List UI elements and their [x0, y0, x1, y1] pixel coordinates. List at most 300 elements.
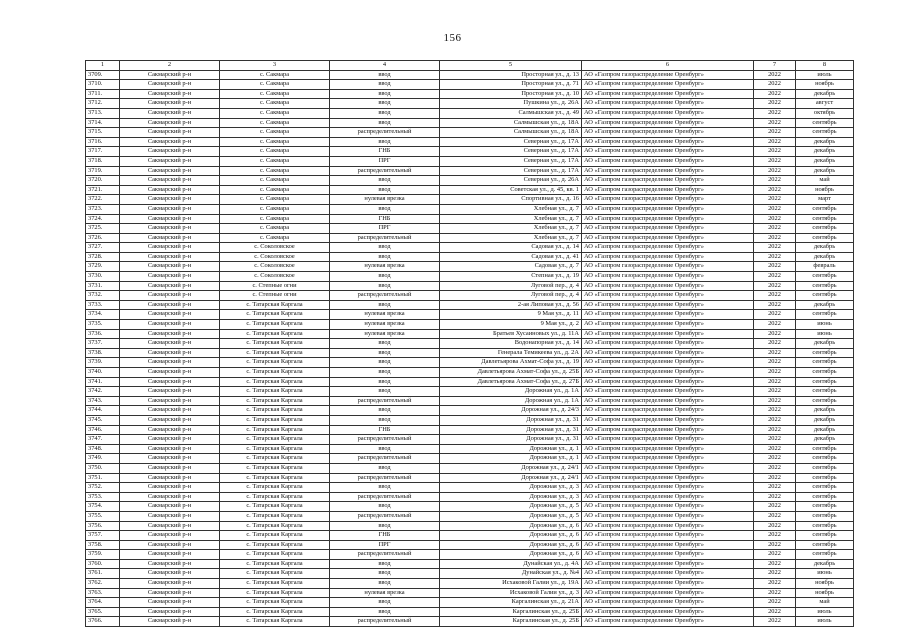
cell-object-type: распределительный [330, 233, 440, 243]
cell-row-number: 3710. [86, 80, 120, 90]
cell-address: Генерала Темикеева ул., д. 2А [440, 348, 582, 358]
cell-year: 2022 [754, 214, 796, 224]
cell-year: 2022 [754, 454, 796, 464]
cell-address: Просторная ул., д. 71 [440, 80, 582, 90]
cell-object-type: распределительный [330, 396, 440, 406]
cell-organization: АО «Газпром газораспределение Оренбург» [582, 89, 754, 99]
cell-year: 2022 [754, 387, 796, 397]
cell-month: сентябрь [796, 454, 854, 464]
cell-month: сентябрь [796, 377, 854, 387]
cell-district: Сакмарский р-н [120, 195, 220, 205]
cell-row-number: 3749. [86, 454, 120, 464]
cell-address: Дорожная ул., д. 5 [440, 502, 582, 512]
cell-settlement: с. Татарская Каргала [220, 588, 330, 598]
table-row [86, 368, 854, 378]
cell-address: Дорожная ул., д. 24/3 [440, 406, 582, 416]
cell-address: Дорожная ул., д. 1 [440, 454, 582, 464]
cell-row-number: 3727. [86, 243, 120, 253]
cell-settlement: с. Татарская Каргала [220, 579, 330, 589]
cell-district: Сакмарский р-н [120, 128, 220, 138]
cell-district: Сакмарский р-н [120, 435, 220, 445]
table-row [86, 540, 854, 550]
cell-year: 2022 [754, 128, 796, 138]
cell-address: Луговой пер., д. 4 [440, 281, 582, 291]
cell-month: сентябрь [796, 387, 854, 397]
cell-settlement: с. Сакмара [220, 89, 330, 99]
cell-address: Просторная ул., д. 13 [440, 70, 582, 80]
cell-row-number: 3766. [86, 617, 120, 627]
cell-year: 2022 [754, 243, 796, 253]
table-row [86, 588, 854, 598]
cell-month: декабрь [796, 147, 854, 157]
cell-object-type: ввод [330, 281, 440, 291]
column-header-year: 7 [754, 61, 796, 71]
cell-object-type: ГНБ [330, 147, 440, 157]
cell-row-number: 3723. [86, 204, 120, 214]
cell-year: 2022 [754, 511, 796, 521]
table-row [86, 387, 854, 397]
cell-address: Садовая ул., д. 41 [440, 252, 582, 262]
cell-settlement: с. Татарская Каргала [220, 358, 330, 368]
cell-object-type: ПРГ [330, 540, 440, 550]
cell-row-number: 3745. [86, 415, 120, 425]
column-header-row-number: 1 [86, 61, 120, 71]
table-row [86, 550, 854, 560]
cell-month: сентябрь [796, 531, 854, 541]
cell-organization: АО «Газпром газораспределение Оренбург» [582, 387, 754, 397]
cell-row-number: 3743. [86, 396, 120, 406]
cell-organization: АО «Газпром газораспределение Оренбург» [582, 176, 754, 186]
cell-settlement: с. Сакмара [220, 80, 330, 90]
cell-row-number: 3719. [86, 166, 120, 176]
cell-settlement: с. Сакмара [220, 118, 330, 128]
cell-row-number: 3746. [86, 425, 120, 435]
cell-district: Сакмарский р-н [120, 415, 220, 425]
cell-object-type: ввод [330, 204, 440, 214]
cell-organization: АО «Газпром газораспределение Оренбург» [582, 483, 754, 493]
cell-object-type: ввод [330, 339, 440, 349]
cell-year: 2022 [754, 108, 796, 118]
cell-district: Сакмарский р-н [120, 70, 220, 80]
cell-district: Сакмарский р-н [120, 492, 220, 502]
cell-settlement: с. Сакмара [220, 70, 330, 80]
column-header-address: 5 [440, 61, 582, 71]
cell-address: Хлебная ул., д. 7 [440, 224, 582, 234]
table-row [86, 521, 854, 531]
cell-month: сентябрь [796, 511, 854, 521]
cell-object-type: распределительный [330, 435, 440, 445]
table-row [86, 243, 854, 253]
table-row [86, 406, 854, 416]
cell-address: Дорожная ул., д. 6 [440, 531, 582, 541]
cell-address: Водонапорная ул., д. 14 [440, 339, 582, 349]
cell-settlement: с. Татарская Каргала [220, 617, 330, 627]
column-header-organization: 6 [582, 61, 754, 71]
cell-district: Сакмарский р-н [120, 252, 220, 262]
cell-address: Салмышская ул., д. 18А [440, 118, 582, 128]
cell-row-number: 3737. [86, 339, 120, 349]
cell-address: Советская ул., д. 45, кв. 1 [440, 185, 582, 195]
cell-organization: АО «Газпром газораспределение Оренбург» [582, 272, 754, 282]
cell-organization: АО «Газпром газораспределение Оренбург» [582, 348, 754, 358]
cell-year: 2022 [754, 89, 796, 99]
cell-organization: АО «Газпром газораспределение Оренбург» [582, 540, 754, 550]
cell-month: декабрь [796, 425, 854, 435]
cell-settlement: с. Степные огни [220, 281, 330, 291]
cell-district: Сакмарский р-н [120, 358, 220, 368]
cell-month: ноябрь [796, 185, 854, 195]
cell-organization: АО «Газпром газораспределение Оренбург» [582, 358, 754, 368]
cell-month: май [796, 176, 854, 186]
table-row [86, 473, 854, 483]
cell-settlement: с. Татарская Каргала [220, 387, 330, 397]
cell-year: 2022 [754, 531, 796, 541]
cell-address: Давлетьярова Ахмат-Софа ул., д. 27Б [440, 377, 582, 387]
table-row [86, 492, 854, 502]
cell-address: Каргалинская ул., д. 21А [440, 598, 582, 608]
cell-district: Сакмарский р-н [120, 320, 220, 330]
cell-year: 2022 [754, 559, 796, 569]
cell-settlement: с. Сакмара [220, 214, 330, 224]
cell-row-number: 3762. [86, 579, 120, 589]
cell-address: Северная ул., д. 17А [440, 147, 582, 157]
cell-year: 2022 [754, 147, 796, 157]
cell-district: Сакмарский р-н [120, 368, 220, 378]
cell-district: Сакмарский р-н [120, 598, 220, 608]
cell-object-type: распределительный [330, 454, 440, 464]
cell-organization: АО «Газпром газораспределение Оренбург» [582, 128, 754, 138]
cell-district: Сакмарский р-н [120, 291, 220, 301]
cell-object-type: ввод [330, 80, 440, 90]
cell-object-type: ввод [330, 569, 440, 579]
cell-address: Дорожная ул., д. 3 [440, 492, 582, 502]
cell-year: 2022 [754, 70, 796, 80]
cell-organization: АО «Газпром газораспределение Оренбург» [582, 550, 754, 560]
cell-year: 2022 [754, 607, 796, 617]
cell-district: Сакмарский р-н [120, 243, 220, 253]
cell-district: Сакмарский р-н [120, 511, 220, 521]
column-header-object-type: 4 [330, 61, 440, 71]
cell-year: 2022 [754, 425, 796, 435]
cell-settlement: с. Сакмара [220, 137, 330, 147]
cell-object-type: ввод [330, 89, 440, 99]
cell-settlement: с. Сакмара [220, 108, 330, 118]
cell-year: 2022 [754, 118, 796, 128]
cell-row-number: 3724. [86, 214, 120, 224]
cell-settlement: с. Сакмара [220, 166, 330, 176]
cell-object-type: ввод [330, 243, 440, 253]
cell-year: 2022 [754, 377, 796, 387]
cell-address: Спортивная ул., д. 16 [440, 195, 582, 205]
cell-row-number: 3731. [86, 281, 120, 291]
cell-district: Сакмарский р-н [120, 118, 220, 128]
cell-object-type: ввод [330, 415, 440, 425]
cell-organization: АО «Газпром газораспределение Оренбург» [582, 521, 754, 531]
cell-month: сентябрь [796, 444, 854, 454]
cell-month: сентябрь [796, 540, 854, 550]
cell-month: декабрь [796, 156, 854, 166]
cell-district: Сакмарский р-н [120, 137, 220, 147]
cell-year: 2022 [754, 550, 796, 560]
table-row [86, 617, 854, 627]
table-row [86, 502, 854, 512]
cell-district: Сакмарский р-н [120, 607, 220, 617]
cell-settlement: с. Сакмара [220, 147, 330, 157]
cell-address: Пушкина ул., д. 26А [440, 99, 582, 109]
cell-row-number: 3730. [86, 272, 120, 282]
cell-month: сентябрь [796, 224, 854, 234]
cell-row-number: 3733. [86, 300, 120, 310]
cell-district: Сакмарский р-н [120, 233, 220, 243]
cell-organization: АО «Газпром газораспределение Оренбург» [582, 415, 754, 425]
cell-row-number: 3756. [86, 521, 120, 531]
table-row [86, 128, 854, 138]
cell-district: Сакмарский р-н [120, 377, 220, 387]
cell-object-type: ввод [330, 348, 440, 358]
cell-address: Салмышская ул., д. 49 [440, 108, 582, 118]
cell-object-type: ввод [330, 252, 440, 262]
cell-row-number: 3728. [86, 252, 120, 262]
cell-year: 2022 [754, 396, 796, 406]
cell-row-number: 3738. [86, 348, 120, 358]
cell-settlement: с. Татарская Каргала [220, 329, 330, 339]
cell-district: Сакмарский р-н [120, 214, 220, 224]
cell-object-type: ввод [330, 300, 440, 310]
cell-district: Сакмарский р-н [120, 339, 220, 349]
cell-settlement: с. Татарская Каргала [220, 598, 330, 608]
cell-address: Дорожная ул., д. 31 [440, 425, 582, 435]
cell-object-type: нулевая врезка [330, 588, 440, 598]
cell-object-type: ввод [330, 463, 440, 473]
cell-settlement: с. Татарская Каргала [220, 368, 330, 378]
cell-organization: АО «Газпром газораспределение Оренбург» [582, 185, 754, 195]
cell-row-number: 3735. [86, 320, 120, 330]
cell-address: 2-ая Липовая ул., д. 56 [440, 300, 582, 310]
cell-month: декабрь [796, 435, 854, 445]
cell-row-number: 3722. [86, 195, 120, 205]
cell-row-number: 3759. [86, 550, 120, 560]
cell-organization: АО «Газпром газораспределение Оренбург» [582, 70, 754, 80]
cell-organization: АО «Газпром газораспределение Оренбург» [582, 473, 754, 483]
cell-settlement: с. Сакмара [220, 195, 330, 205]
cell-month: декабрь [796, 89, 854, 99]
cell-district: Сакмарский р-н [120, 310, 220, 320]
cell-year: 2022 [754, 521, 796, 531]
cell-organization: АО «Газпром газораспределение Оренбург» [582, 99, 754, 109]
cell-row-number: 3712. [86, 99, 120, 109]
cell-year: 2022 [754, 502, 796, 512]
cell-year: 2022 [754, 252, 796, 262]
cell-year: 2022 [754, 156, 796, 166]
cell-settlement: с. Татарская Каргала [220, 492, 330, 502]
cell-row-number: 3742. [86, 387, 120, 397]
cell-row-number: 3732. [86, 291, 120, 301]
cell-object-type: распределительный [330, 550, 440, 560]
cell-organization: АО «Газпром газораспределение Оренбург» [582, 339, 754, 349]
cell-district: Сакмарский р-н [120, 224, 220, 234]
cell-district: Сакмарский р-н [120, 281, 220, 291]
cell-month: сентябрь [796, 128, 854, 138]
table-row [86, 415, 854, 425]
cell-settlement: с. Татарская Каргала [220, 531, 330, 541]
cell-object-type: распределительный [330, 617, 440, 627]
cell-month: сентябрь [796, 272, 854, 282]
cell-month: июнь [796, 329, 854, 339]
cell-organization: АО «Газпром газораспределение Оренбург» [582, 502, 754, 512]
cell-organization: АО «Газпром газораспределение Оренбург» [582, 281, 754, 291]
cell-organization: АО «Газпром газораспределение Оренбург» [582, 569, 754, 579]
table-row [86, 463, 854, 473]
cell-year: 2022 [754, 272, 796, 282]
cell-address: Салмышская ул., д. 18А [440, 128, 582, 138]
cell-settlement: с. Сакмара [220, 128, 330, 138]
cell-object-type: распределительный [330, 166, 440, 176]
cell-address: Садовая ул., д. 7 [440, 262, 582, 272]
cell-year: 2022 [754, 185, 796, 195]
cell-settlement: с. Сакмара [220, 156, 330, 166]
table-row [86, 166, 854, 176]
cell-organization: АО «Газпром газораспределение Оренбург» [582, 425, 754, 435]
cell-address: Каргалинская ул., д. 25Б [440, 607, 582, 617]
cell-settlement: с. Татарская Каргала [220, 473, 330, 483]
cell-row-number: 3763. [86, 588, 120, 598]
cell-district: Сакмарский р-н [120, 147, 220, 157]
cell-district: Сакмарский р-н [120, 176, 220, 186]
cell-object-type: нулевая врезка [330, 195, 440, 205]
cell-address: Дунайская ул., д. 4А [440, 559, 582, 569]
table-row [86, 358, 854, 368]
cell-settlement: с. Татарская Каргала [220, 521, 330, 531]
cell-object-type: распределительный [330, 128, 440, 138]
cell-row-number: 3748. [86, 444, 120, 454]
cell-organization: АО «Газпром газораспределение Оренбург» [582, 463, 754, 473]
table-row [86, 559, 854, 569]
cell-row-number: 3754. [86, 502, 120, 512]
column-header-month: 8 [796, 61, 854, 71]
table-row [86, 147, 854, 157]
cell-month: сентябрь [796, 214, 854, 224]
cell-address: 9 Мая ул., д. 2 [440, 320, 582, 330]
cell-district: Сакмарский р-н [120, 425, 220, 435]
cell-month: декабрь [796, 252, 854, 262]
cell-row-number: 3709. [86, 70, 120, 80]
cell-settlement: с. Сакмара [220, 185, 330, 195]
cell-object-type: ввод [330, 377, 440, 387]
table-row [86, 569, 854, 579]
cell-settlement: с. Соколовское [220, 272, 330, 282]
cell-year: 2022 [754, 617, 796, 627]
cell-settlement: с. Татарская Каргала [220, 348, 330, 358]
cell-row-number: 3736. [86, 329, 120, 339]
cell-settlement: с. Татарская Каргала [220, 463, 330, 473]
cell-row-number: 3755. [86, 511, 120, 521]
cell-organization: АО «Газпром газораспределение Оренбург» [582, 204, 754, 214]
cell-settlement: с. Татарская Каргала [220, 511, 330, 521]
cell-settlement: с. Татарская Каргала [220, 435, 330, 445]
cell-district: Сакмарский р-н [120, 483, 220, 493]
cell-row-number: 3729. [86, 262, 120, 272]
cell-row-number: 3720. [86, 176, 120, 186]
cell-district: Сакмарский р-н [120, 99, 220, 109]
cell-row-number: 3716. [86, 137, 120, 147]
table-row [86, 233, 854, 243]
cell-month: август [796, 99, 854, 109]
cell-organization: АО «Газпром газораспределение Оренбург» [582, 617, 754, 627]
cell-object-type: нулевая врезка [330, 320, 440, 330]
cell-object-type: ГНБ [330, 531, 440, 541]
cell-district: Сакмарский р-н [120, 502, 220, 512]
cell-month: март [796, 195, 854, 205]
cell-month: июль [796, 70, 854, 80]
cell-month: сентябрь [796, 358, 854, 368]
table-row [86, 272, 854, 282]
cell-row-number: 3757. [86, 531, 120, 541]
cell-organization: АО «Газпром газораспределение Оренбург» [582, 559, 754, 569]
cell-month: июль [796, 617, 854, 627]
cell-organization: АО «Газпром газораспределение Оренбург» [582, 147, 754, 157]
cell-row-number: 3750. [86, 463, 120, 473]
cell-month: сентябрь [796, 396, 854, 406]
cell-organization: АО «Газпром газораспределение Оренбург» [582, 531, 754, 541]
cell-year: 2022 [754, 137, 796, 147]
cell-year: 2022 [754, 176, 796, 186]
cell-object-type: ГНБ [330, 425, 440, 435]
cell-object-type: ввод [330, 108, 440, 118]
table-row [86, 224, 854, 234]
cell-object-type: ввод [330, 406, 440, 416]
cell-row-number: 3717. [86, 147, 120, 157]
cell-row-number: 3741. [86, 377, 120, 387]
table-row [86, 291, 854, 301]
cell-settlement: с. Соколовское [220, 262, 330, 272]
cell-district: Сакмарский р-н [120, 531, 220, 541]
table-row [86, 137, 854, 147]
cell-organization: АО «Газпром газораспределение Оренбург» [582, 435, 754, 445]
cell-month: сентябрь [796, 348, 854, 358]
table-header-row [86, 61, 854, 71]
cell-address: Дорожная ул., д. 6 [440, 540, 582, 550]
cell-month: декабрь [796, 137, 854, 147]
cell-settlement: с. Татарская Каргала [220, 415, 330, 425]
cell-row-number: 3744. [86, 406, 120, 416]
cell-object-type: ввод [330, 559, 440, 569]
cell-settlement: с. Татарская Каргала [220, 396, 330, 406]
cell-address: Дорожная ул., д. 6 [440, 550, 582, 560]
cell-organization: АО «Газпром газораспределение Оренбург» [582, 329, 754, 339]
cell-month: сентябрь [796, 368, 854, 378]
cell-settlement: с. Татарская Каргала [220, 310, 330, 320]
cell-object-type: ввод [330, 358, 440, 368]
cell-organization: АО «Газпром газораспределение Оренбург» [582, 588, 754, 598]
cell-settlement: с. Сакмара [220, 99, 330, 109]
table-row [86, 531, 854, 541]
cell-month: сентябрь [796, 204, 854, 214]
cell-row-number: 3753. [86, 492, 120, 502]
cell-month: сентябрь [796, 291, 854, 301]
cell-object-type: распределительный [330, 473, 440, 483]
cell-object-type: нулевая врезка [330, 310, 440, 320]
cell-row-number: 3721. [86, 185, 120, 195]
table-row [86, 185, 854, 195]
cell-month: июль [796, 607, 854, 617]
cell-district: Сакмарский р-н [120, 396, 220, 406]
cell-organization: АО «Газпром газораспределение Оренбург» [582, 598, 754, 608]
cell-year: 2022 [754, 579, 796, 589]
table-row [86, 511, 854, 521]
cell-month: ноябрь [796, 80, 854, 90]
cell-row-number: 3758. [86, 540, 120, 550]
cell-settlement: с. Татарская Каргала [220, 569, 330, 579]
